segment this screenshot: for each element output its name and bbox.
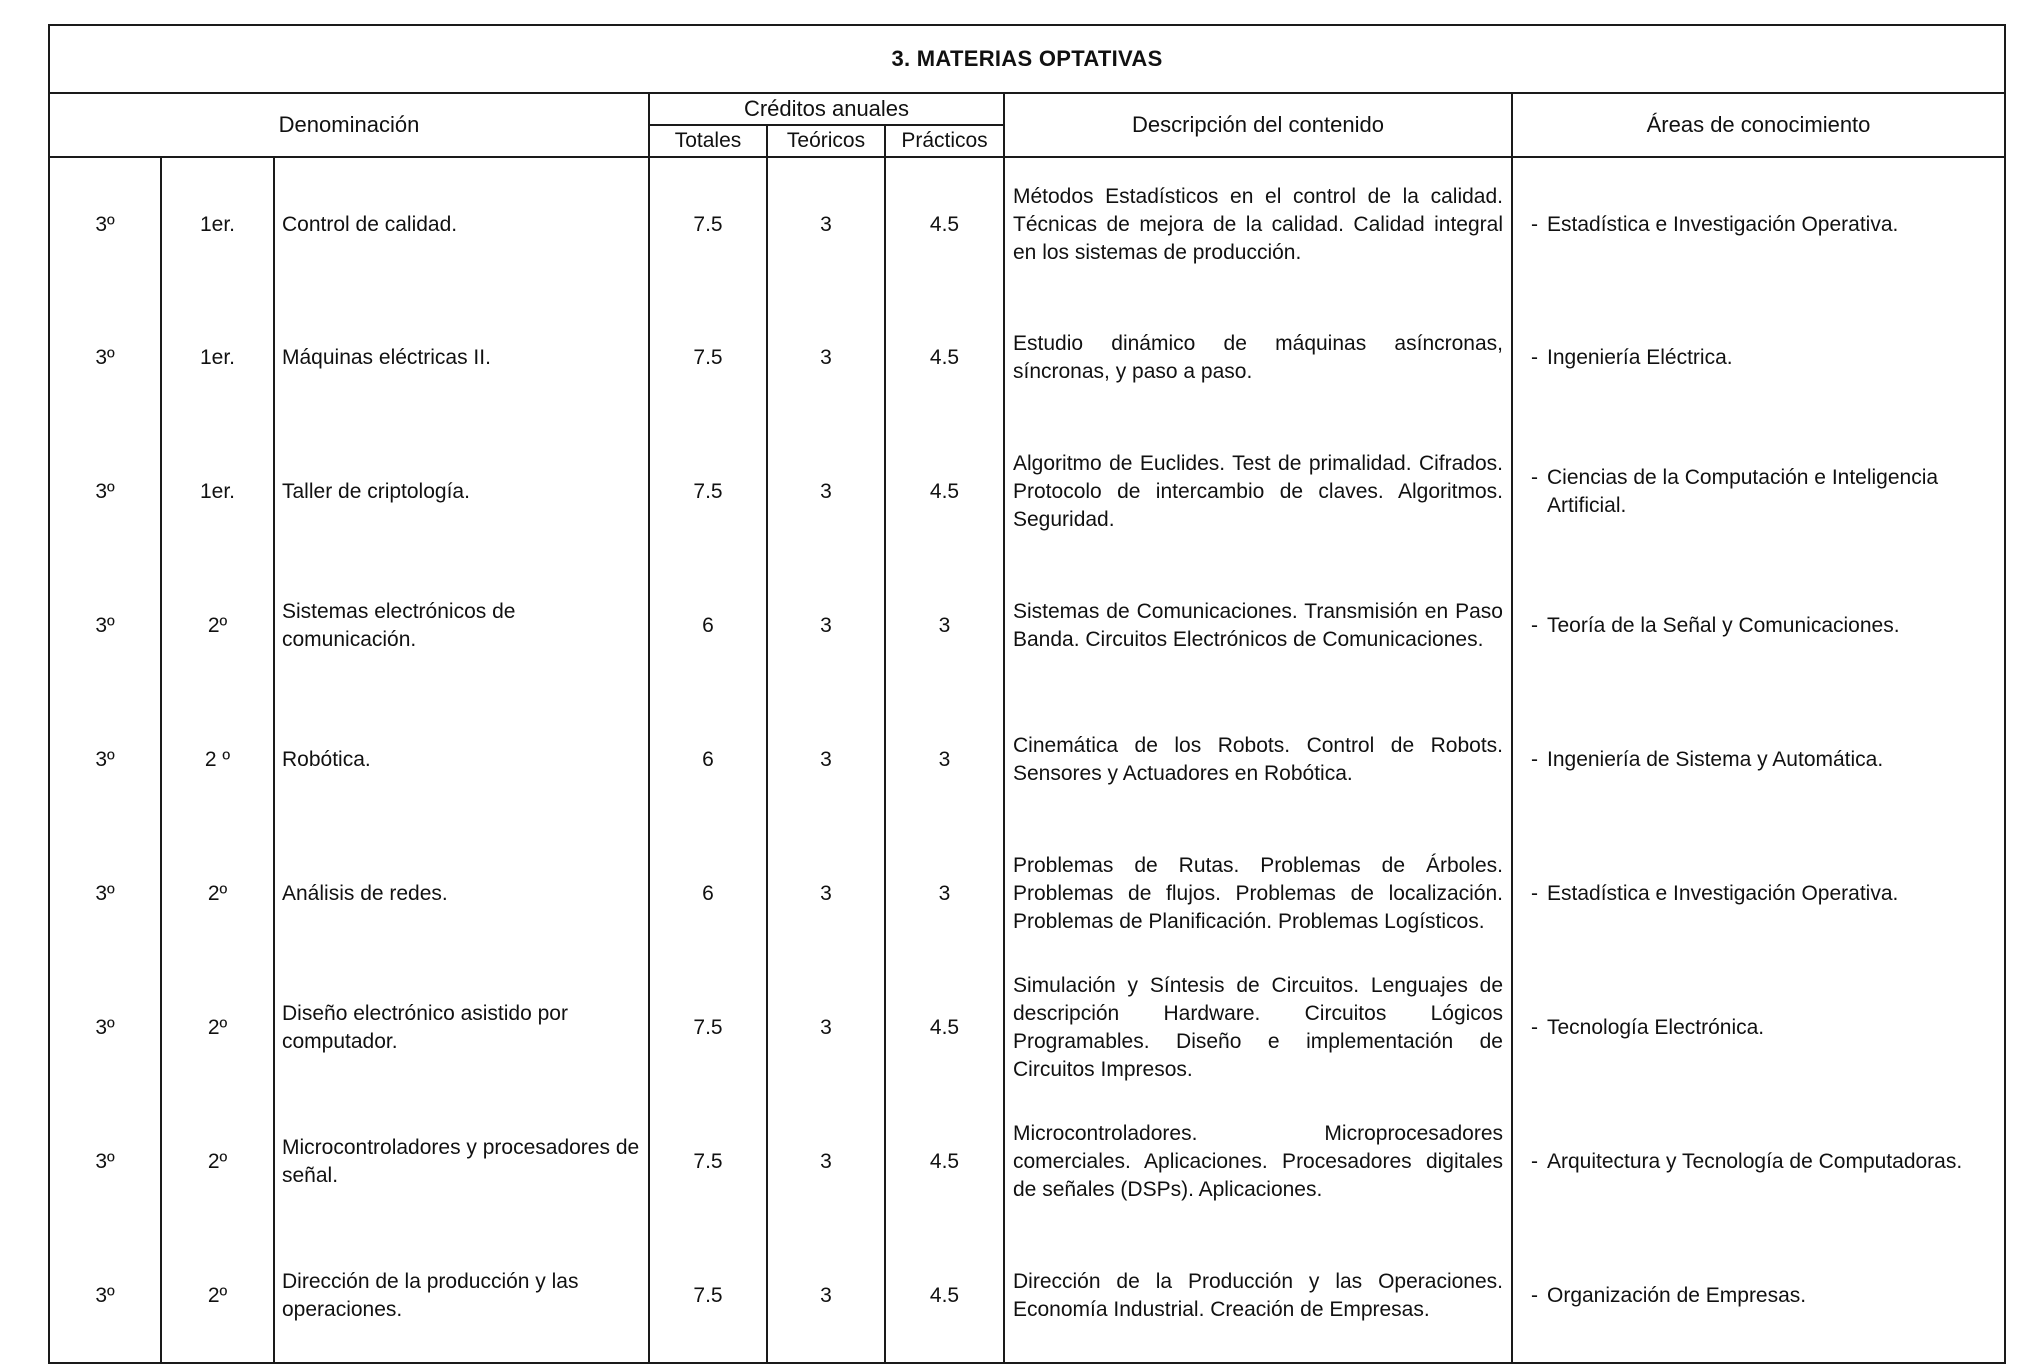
descripcion-cell: Sistemas de Comunicaciones. Transmisión en Paso Banda. Circuitos Electrónicos de Comunicaciones.	[1004, 559, 1512, 693]
area-dash: -	[1531, 346, 1538, 369]
header-practicos: Prácticos	[885, 125, 1004, 157]
creditos-practicos-cell: 4.5	[885, 1229, 1004, 1363]
header-creditos: Créditos anuales	[649, 93, 1004, 125]
denominacion-cell: Diseño electrónico asistido por computador.	[274, 961, 649, 1095]
creditos-teoricos-cell: 3	[767, 693, 885, 827]
curso-cell: 3º	[49, 425, 161, 559]
table-row	[49, 961, 2005, 1095]
area-cell	[1512, 1095, 2005, 1229]
area-cell	[1512, 1229, 2005, 1363]
area-text: Ingeniería Eléctrica.	[1547, 346, 1733, 369]
table-row	[49, 1095, 2005, 1229]
creditos-totales-cell: 7.5	[649, 1229, 767, 1363]
creditos-teoricos-cell: 3	[767, 559, 885, 693]
curso-cell: 3º	[49, 291, 161, 425]
descripcion-cell: Microcontroladores. Microprocesadores comerciales. Aplicaciones. Procesadores digitales de señales (DSPs). Aplicaciones.	[1004, 1095, 1512, 1229]
denominacion-cell: Dirección de la producción y las operaciones.	[274, 1229, 649, 1363]
cuatrimestre-cell: 1er.	[161, 425, 274, 559]
descripcion-cell: Algoritmo de Euclides. Test de primalidad. Cifrados. Protocolo de intercambio de claves. Algoritmos. Seguridad.	[1004, 425, 1512, 559]
denominacion-cell: Control de calidad.	[274, 157, 649, 291]
creditos-practicos-cell: 3	[885, 827, 1004, 961]
area-text: Organización de Empresas.	[1547, 1283, 1807, 1307]
header-denominacion: Denominación	[49, 93, 649, 157]
creditos-teoricos-cell: 3	[767, 827, 885, 961]
denominacion-cell: Microcontroladores y procesadores de señal.	[274, 1095, 649, 1229]
creditos-totales-cell: 7.5	[649, 961, 767, 1095]
creditos-totales-cell: 7.5	[649, 1095, 767, 1229]
area-text: Ciencias de la Computación e Inteligencia Artificial.	[1547, 466, 1939, 517]
area-cell	[1512, 157, 2005, 291]
descripcion-cell: Simulación y Síntesis de Circuitos. Lenguajes de descripción Hardware. Circuitos Lógicos Programables. Diseño e implementación de Circuitos Impresos.	[1004, 961, 1512, 1095]
cuatrimestre-cell: 2º	[161, 559, 274, 693]
creditos-totales-cell: 7.5	[649, 157, 767, 291]
cuatrimestre-cell: 1er.	[161, 291, 274, 425]
cuatrimestre-cell: 2 º	[161, 693, 274, 827]
curso-cell: 3º	[49, 559, 161, 693]
table-row	[49, 291, 2005, 425]
creditos-practicos-cell: 3	[885, 559, 1004, 693]
area-text: Ingeniería de Sistema y Automática.	[1547, 748, 1884, 771]
area-cell	[1512, 291, 2005, 425]
area-dash: -	[1531, 882, 1538, 905]
area-cell	[1512, 827, 2005, 961]
creditos-totales-cell: 6	[649, 559, 767, 693]
cuatrimestre-cell: 2º	[161, 1229, 274, 1363]
descripcion-cell: Dirección de la Producción y las Operaciones. Economía Industrial. Creación de Empresas.	[1004, 1229, 1512, 1363]
table-row	[49, 425, 2005, 559]
area-text: Teoría de la Señal y Comunicaciones.	[1547, 614, 1900, 637]
creditos-totales-cell: 6	[649, 827, 767, 961]
curso-cell: 3º	[49, 1095, 161, 1229]
area-cell	[1512, 961, 2005, 1095]
curso-cell: 3º	[49, 1229, 161, 1363]
header-totales: Totales	[649, 125, 767, 157]
area-cell	[1512, 693, 2005, 827]
area-dash: -	[1531, 466, 1538, 489]
creditos-practicos-cell: 3	[885, 693, 1004, 827]
denominacion-cell: Taller de criptología.	[274, 425, 649, 559]
denominacion-cell: Máquinas eléctricas II.	[274, 291, 649, 425]
table-row	[49, 693, 2005, 827]
header-descripcion: Descripción del contenido	[1004, 93, 1512, 157]
curso-cell: 3º	[49, 961, 161, 1095]
header-areas: Áreas de conocimiento	[1512, 93, 2005, 157]
curso-cell: 3º	[49, 157, 161, 291]
table-title: 3. MATERIAS OPTATIVAS	[49, 25, 2005, 93]
cuatrimestre-cell: 2º	[161, 961, 274, 1095]
creditos-practicos-cell: 4.5	[885, 425, 1004, 559]
materias-optativas-document	[48, 24, 2004, 1364]
area-dash: -	[1531, 1016, 1538, 1039]
descripcion-cell: Métodos Estadísticos en el control de la calidad. Técnicas de mejora de la calidad. Calidad integral en los sistemas de producción.	[1004, 157, 1512, 291]
denominacion-cell: Análisis de redes.	[274, 827, 649, 961]
curso-cell: 3º	[49, 827, 161, 961]
materias-table	[48, 24, 2006, 1364]
creditos-totales-cell: 6	[649, 693, 767, 827]
header-teoricos: Teóricos	[767, 125, 885, 157]
area-cell	[1512, 425, 2005, 559]
area-text: Estadística e Investigación Operativa.	[1547, 882, 1899, 905]
creditos-teoricos-cell: 3	[767, 1095, 885, 1229]
cuatrimestre-cell: 2º	[161, 1095, 274, 1229]
creditos-practicos-cell: 4.5	[885, 291, 1004, 425]
creditos-teoricos-cell: 3	[767, 1229, 885, 1363]
descripcion-cell: Estudio dinámico de máquinas asíncronas, síncronas, y paso a paso.	[1004, 291, 1512, 425]
area-text: Tecnología Electrónica.	[1547, 1016, 1765, 1039]
area-dash: -	[1531, 614, 1538, 637]
table-row	[49, 157, 2005, 291]
area-cell	[1512, 559, 2005, 693]
table-row	[49, 1229, 2005, 1363]
cuatrimestre-cell: 2º	[161, 827, 274, 961]
area-text: Estadística e Investigación Operativa.	[1547, 212, 1899, 236]
creditos-teoricos-cell: 3	[767, 291, 885, 425]
descripcion-cell: Problemas de Rutas. Problemas de Árboles. Problemas de flujos. Problemas de localización. Problemas de Planificación. Problemas Logísticos.	[1004, 827, 1512, 961]
area-dash: -	[1531, 1150, 1538, 1173]
creditos-totales-cell: 7.5	[649, 425, 767, 559]
creditos-practicos-cell: 4.5	[885, 1095, 1004, 1229]
denominacion-cell: Sistemas electrónicos de comunicación.	[274, 559, 649, 693]
area-dash: -	[1531, 1283, 1538, 1307]
creditos-practicos-cell: 4.5	[885, 157, 1004, 291]
creditos-teoricos-cell: 3	[767, 157, 885, 291]
table-row	[49, 827, 2005, 961]
table-row	[49, 559, 2005, 693]
area-text: Arquitectura y Tecnología de Computadoras.	[1547, 1150, 1963, 1173]
table-body	[49, 157, 2005, 1363]
creditos-totales-cell: 7.5	[649, 291, 767, 425]
creditos-teoricos-cell: 3	[767, 961, 885, 1095]
descripcion-cell: Cinemática de los Robots. Control de Robots. Sensores y Actuadores en Robótica.	[1004, 693, 1512, 827]
creditos-teoricos-cell: 3	[767, 425, 885, 559]
area-dash: -	[1531, 212, 1538, 236]
denominacion-cell: Robótica.	[274, 693, 649, 827]
area-dash: -	[1531, 748, 1538, 771]
creditos-practicos-cell: 4.5	[885, 961, 1004, 1095]
cuatrimestre-cell: 1er.	[161, 157, 274, 291]
curso-cell: 3º	[49, 693, 161, 827]
